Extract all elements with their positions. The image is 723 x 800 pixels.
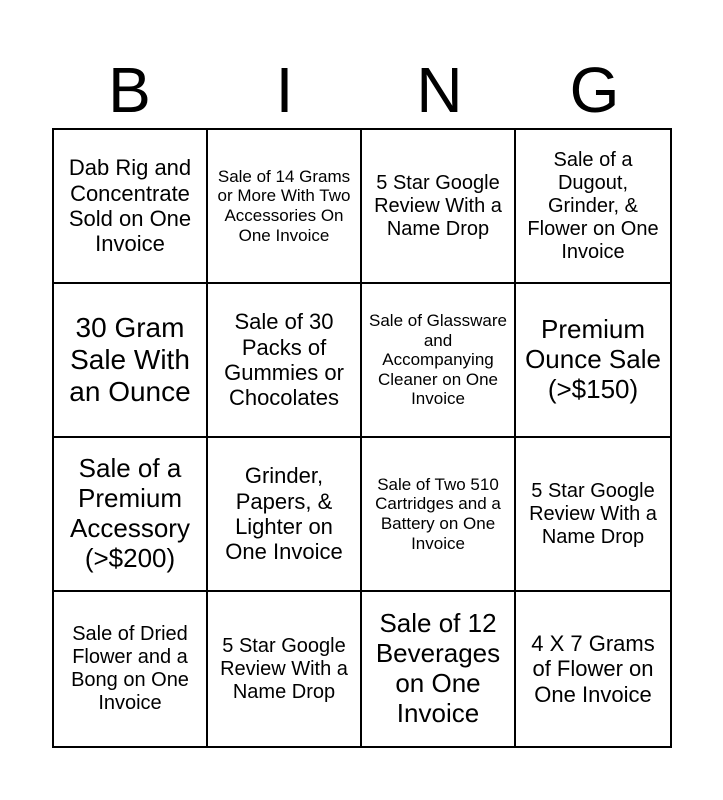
cell-text: Sale of Dried Flower and a Bong on One Invoice <box>71 623 189 714</box>
cell-text: 5 Star Google Review With a Name Drop <box>374 171 502 240</box>
bingo-cell[interactable] <box>362 438 516 592</box>
header-letter-b: B <box>108 54 151 126</box>
bingo-cell[interactable] <box>516 284 670 438</box>
cell-text: Sale of 14 Grams or More With Two Accessories On One Invoice <box>217 166 351 245</box>
bingo-cell[interactable] <box>54 284 208 438</box>
cell-text: Dab Rig and Concentrate Sold on One Invoice <box>68 155 192 257</box>
bingo-cell[interactable] <box>516 130 670 284</box>
bingo-cell[interactable] <box>54 438 208 592</box>
header-letter-g: G <box>569 54 620 126</box>
bingo-cell[interactable] <box>516 592 670 746</box>
bingo-board <box>52 128 672 748</box>
bingo-cell[interactable] <box>208 284 362 438</box>
cell-text: Sale of 30 Packs of Gummies or Chocolates <box>224 309 344 411</box>
bingo-cell[interactable] <box>54 592 208 746</box>
cell-text: 5 Star Google Review With a Name Drop <box>220 634 348 703</box>
header-letter-n: N <box>416 54 463 126</box>
cell-text: Sale of 12 Beverages on One Invoice <box>375 608 501 728</box>
bingo-cell[interactable] <box>54 130 208 284</box>
cell-text: Sale of a Dugout, Grinder, & Flower on One Invoice <box>527 148 659 263</box>
header-letter-i: I <box>275 54 294 126</box>
bingo-cell[interactable] <box>516 438 670 592</box>
cell-text: Premium Ounce Sale (>$150) <box>525 314 661 404</box>
cell-text: Sale of a Premium Accessory (>$200) <box>70 453 190 573</box>
bingo-cell[interactable] <box>362 284 516 438</box>
bingo-cell[interactable] <box>208 438 362 592</box>
cell-text: Grinder, Papers, & Lighter on One Invoice <box>225 463 343 565</box>
cell-text: 30 Gram Sale With an Ounce <box>69 311 191 408</box>
bingo-cell[interactable] <box>362 130 516 284</box>
cell-text: Sale of Glassware and Accompanying Cleaner on One Invoice <box>369 311 507 409</box>
bingo-cell[interactable] <box>362 592 516 746</box>
cell-text: 4 X 7 Grams of Flower on One Invoice <box>531 631 655 707</box>
cell-text: Sale of Two 510 Cartridges and a Battery on One Invoice <box>375 474 501 553</box>
bingo-header <box>52 52 672 128</box>
bingo-cell[interactable] <box>208 130 362 284</box>
bingo-cell[interactable] <box>208 592 362 746</box>
cell-text: 5 Star Google Review With a Name Drop <box>529 479 657 548</box>
